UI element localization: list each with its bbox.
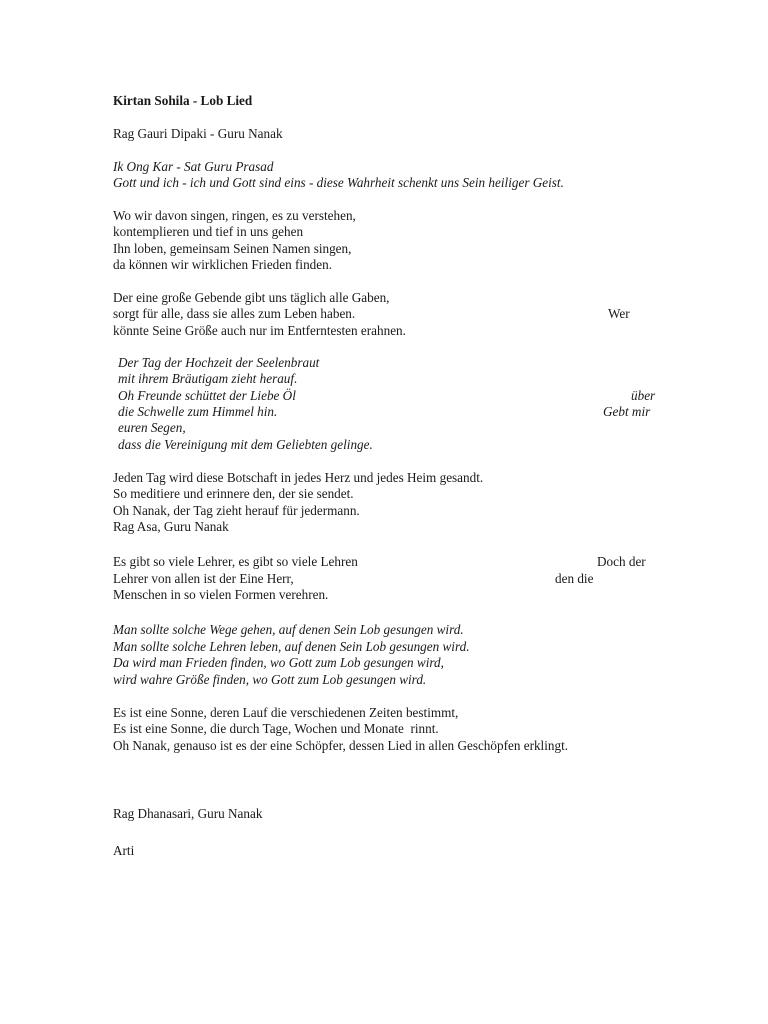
stanza-line-fragment: Doch der: [597, 554, 646, 569]
stanza-line: kontemplieren und tief in uns gehen: [113, 224, 304, 239]
stanza-line: Es gibt so viele Lehrer, es gibt so viele Lehren: [113, 554, 358, 569]
stanza-line: Man sollte solche Lehren leben, auf denen Sein Lob gesungen wird.: [113, 639, 470, 654]
stanza-line: wird wahre Größe finden, wo Gott zum Lob gesungen wird.: [113, 672, 427, 687]
intro-line: Ik Ong Kar - Sat Guru Prasad: [113, 159, 274, 174]
section-heading: Rag Dhanasari, Guru Nanak: [113, 806, 263, 821]
stanza-line: Oh Nanak, der Tag zieht herauf für jedermann.: [113, 503, 360, 518]
stanza-line: mit ihrem Bräutigam zieht herauf.: [118, 371, 298, 386]
document-title: Kirtan Sohila - Lob Lied: [113, 93, 253, 108]
stanza-line: Wo wir davon singen, ringen, es zu verstehen,: [113, 208, 356, 223]
stanza-line: Da wird man Frieden finden, wo Gott zum Lob gesungen wird,: [113, 655, 444, 670]
stanza-line: Der eine große Gebende gibt uns täglich alle Gaben,: [113, 290, 390, 305]
stanza-line: sorgt für alle, dass sie alles zum Leben haben.: [113, 306, 356, 321]
stanza-line: dass die Vereinigung mit dem Geliebten gelinge.: [118, 437, 373, 452]
stanza-line: die Schwelle zum Himmel hin.: [118, 404, 278, 419]
stanza-line: Rag Asa, Guru Nanak: [113, 519, 229, 534]
stanza-line: Oh Freunde schüttet der Liebe Öl: [118, 388, 296, 403]
stanza-line: Der Tag der Hochzeit der Seelenbraut: [118, 355, 320, 370]
stanza-line: euren Segen,: [118, 420, 186, 435]
stanza-line: da können wir wirklichen Frieden finden.: [113, 257, 332, 272]
subtitle: Rag Gauri Dipaki - Guru Nanak: [113, 126, 283, 141]
stanza-line: könnte Seine Größe auch nur im Entferntesten erahnen.: [113, 323, 406, 338]
stanza-line: Menschen in so vielen Formen verehren.: [113, 587, 329, 602]
stanza-line-fragment: den die: [555, 571, 594, 586]
stanza-line: Oh Nanak, genauso ist es der eine Schöpfer, dessen Lied in allen Geschöpfen erklingt.: [113, 738, 569, 753]
section-title: Arti: [113, 843, 135, 858]
stanza-line-fragment: Wer: [608, 306, 630, 321]
stanza-line-fragment: über: [631, 388, 656, 403]
stanza-line: So meditiere und erinnere den, der sie sendet.: [113, 486, 354, 501]
stanza-line: Man sollte solche Wege gehen, auf denen Sein Lob gesungen wird.: [113, 622, 464, 637]
stanza-line-fragment: Gebt mir: [603, 404, 651, 419]
intro-line: Gott und ich - ich und Gott sind eins - diese Wahrheit schenkt uns Sein heiliger Geist.: [113, 175, 564, 190]
stanza-line: Lehrer von allen ist der Eine Herr,: [113, 571, 294, 586]
stanza-line: Ihn loben, gemeinsam Seinen Namen singen,: [113, 241, 352, 256]
stanza-line: Es ist eine Sonne, deren Lauf die verschiedenen Zeiten bestimmt,: [113, 705, 459, 720]
stanza-line: Es ist eine Sonne, die durch Tage, Wochen und Monate rinnt.: [113, 721, 439, 736]
stanza-line: Jeden Tag wird diese Botschaft in jedes Herz und jedes Heim gesandt.: [113, 470, 484, 485]
